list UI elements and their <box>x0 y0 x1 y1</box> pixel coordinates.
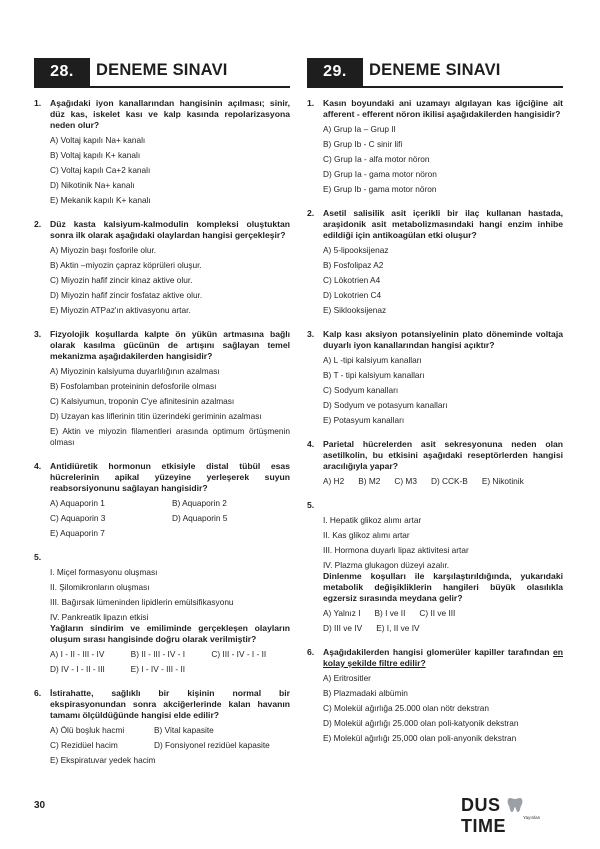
option-c: C) M3 <box>394 476 417 486</box>
question-stem: Fizyolojik koşullarda kalpte ön yükün artmasına bağlı olarak kasılma gücünün de artışını sağlayan temel mekanizma aşağıdakilerden hangisidir? <box>50 329 290 361</box>
option-a: A) H2 <box>323 476 345 486</box>
option-b: B) II - III - IV - I <box>130 649 186 659</box>
option-c: C) III - IV - I - II <box>211 649 267 659</box>
option-a: A) 5-lipooksijenaz <box>323 245 389 255</box>
option-e: E) Molekül ağırlığı 25,000 olan poli-anyonik dekstran <box>323 733 517 743</box>
option-e: E) Nikotinik <box>481 476 524 486</box>
statement-3: III. Bağırsak lümeninden lipidlerin emülsifikasyonu <box>50 597 234 607</box>
tooth-icon <box>506 796 524 814</box>
question-stem: Antidiüretik hormonun etkisiyle distal tübül esas hücrelerinin apikal yüzeyine yerleşerek suyun reabsorsiyonunu sağlayan hangisidir? <box>50 461 290 493</box>
option-d: D) Miyozin hafif zincir fosfataz aktive olur. <box>50 290 203 300</box>
question-stem: Kasın boyundaki ani uzamayı algılayan kas iğciğine ait afferent - efferent nöron ikilisi aşağıdakilerden hangisidir? <box>323 98 563 119</box>
exam-title: DENEME SINAVI <box>369 61 501 79</box>
option-d: D) Nikotinik Na+ kanalı <box>50 180 135 190</box>
option-a: A) Miyozin başı fosforile olur. <box>50 245 157 255</box>
option-b: B) M2 <box>358 476 381 486</box>
statement-3: III. Hormona duyarlı lipaz aktivitesi artar <box>323 545 469 555</box>
option-a: A) L -tipi kalsiyum kanalları <box>323 355 422 365</box>
question-2 <box>307 208 563 316</box>
question-stem-main: Aşağıdakilerden hangisi glomerüler kapiller tarafından <box>323 647 553 657</box>
option-a: A) Ölü boşluk hacmi <box>50 725 125 735</box>
statement-1: I. Hepatik glikoz alımı artar <box>323 515 422 525</box>
option-e: E) Mekanik kapılı K+ kanalı <box>50 195 151 205</box>
option-a: A) I - II - III - IV <box>50 649 105 659</box>
option-b: B) Voltaj kapılı K+ kanalı <box>50 150 141 160</box>
question-number: 2. <box>34 219 42 229</box>
question-1 <box>307 98 563 195</box>
option-b: B) Plazmadaki albümin <box>323 688 408 698</box>
option-d: D) Lokotrien C4 <box>323 290 382 300</box>
question-stem: Parietal hücrelerden asit sekresyonuna neden olan asetilkolin, bu etkisini aşağıdaki reseptörlerden hangisi aracılığıyla yapar? <box>323 439 563 471</box>
option-b: B) Aquaporin 2 <box>172 498 227 508</box>
right-column <box>307 58 563 743</box>
question-stem: Dinlenme koşulları ile karşılaştırıldığında, yukarıdaki metabolik değişikliklerin hangileri büyük olasılıkla egzersiz sırasında meydana gelir? <box>323 571 563 603</box>
option-c: C) Molekül ağırlığa 25.000 olan nötr dekstran <box>323 703 490 713</box>
exam-title: DENEME SINAVI <box>96 61 228 79</box>
option-c: C) Voltaj kapılı Ca+2 kanalı <box>50 165 151 175</box>
question-stem <box>323 647 563 669</box>
left-column <box>34 58 290 765</box>
option-d: D) Molekül ağırlığı 25.000 olan poli-katyonik dekstran <box>323 718 519 728</box>
question-number: 2. <box>307 208 315 218</box>
option-c: C) Miyozin hafif zincir kinaz aktive olur. <box>50 275 193 285</box>
option-b: B) Grup Ib - C sinir lifi <box>323 139 403 149</box>
question-stem: Yağların sindirim ve emiliminde gerçekleşen olayların oluşum sırası hangisinde doğru olarak verilmiştir? <box>50 623 290 644</box>
option-a: A) Miyozinin kalsiyuma duyarlılığının azalması <box>50 366 220 376</box>
option-b: B) T - tipi kalsiyum kanalları <box>323 370 425 380</box>
option-b: B) Fosfolipaz A2 <box>323 260 384 270</box>
question-number: 6. <box>307 647 315 657</box>
option-c: C) II ve III <box>419 608 456 618</box>
option-d: D) Aquaporin 5 <box>172 513 228 523</box>
option-c: C) Grup Ia - alfa motor nöron <box>323 154 430 164</box>
logo-subtitle: Yayınları <box>523 815 541 820</box>
option-a: A) Grup Ia – Grup II <box>323 124 396 134</box>
question-5 <box>307 500 563 634</box>
option-a: A) Yalnız I <box>323 608 361 618</box>
question-number: 5. <box>34 552 42 562</box>
dustime-logo <box>461 795 571 836</box>
question-number: 4. <box>307 439 315 449</box>
question-number: 3. <box>34 329 42 339</box>
question-2 <box>34 219 290 316</box>
option-e: E) Grup Ib - gama motor nöron <box>323 184 437 194</box>
question-number: 1. <box>307 98 315 108</box>
option-d: D) Grup Ia - gama motor nöron <box>323 169 437 179</box>
option-b: B) Vital kapasite <box>154 725 214 735</box>
option-e: E) Miyozin ATPaz'ın aktivasyonu artar. <box>50 305 191 315</box>
option-e: E) Ekspiratuvar yedek hacim <box>50 755 156 765</box>
logo-text-left: DUS <box>461 795 501 815</box>
question-number: 1. <box>34 98 42 108</box>
question-list <box>307 98 563 757</box>
header-rule <box>34 86 290 88</box>
question-1 <box>34 98 290 206</box>
question-stem: Kalp kası aksiyon potansiyelinin plato döneminde voltaja duyarlı iyon kanallarından hangisi açıktır? <box>323 329 563 350</box>
question-number: 6. <box>34 688 42 698</box>
question-number: 3. <box>307 329 315 339</box>
statement-4: IV. Plazma glukagon düzeyi azalır. <box>323 560 450 570</box>
option-e: E) Siklooksijenaz <box>323 305 387 315</box>
statement-1: I. Miçel formasyonu oluşması <box>50 567 158 577</box>
question-stem: İstirahatte, sağlıklı bir kişinin normal bir ekspirasyonundan sonra akciğerlerinde kalan havanın tamamı ölçüldüğünde hangisi elde edilir? <box>50 688 290 720</box>
option-d: D) IV - I - II - III <box>50 664 105 674</box>
option-b: B) I ve II <box>374 608 406 618</box>
question-stem: Aşağıdaki iyon kanallarından hangisinin açılması; sinir, düz kas, iskelet kası ve kalp kasında repolarizasyona neden olur? <box>50 98 290 130</box>
option-c: C) Lökotrien A4 <box>323 275 381 285</box>
question-stem: Asetil salisilik asit içerikli bir ilaç kullanan hastada, araşidonik asit metabolizmasındaki hangi enzim inhibe edildiği için antikoagülan etki oluşur? <box>323 208 563 240</box>
option-d: D) III ve IV <box>323 623 363 633</box>
option-e: E) Aquaporin 7 <box>50 528 105 538</box>
option-c: C) Kalsiyumun, troponin C'ye afinitesinin azalması <box>50 396 235 406</box>
option-e: E) Potasyum kanalları <box>323 415 405 425</box>
statement-2: II. Kas glikoz alımı artar <box>323 530 410 540</box>
question-6 <box>307 647 563 744</box>
logo-text-right: TIME <box>461 816 506 836</box>
question-4 <box>34 461 290 539</box>
option-e: E) I, II ve IV <box>376 623 420 633</box>
question-3 <box>307 329 563 426</box>
statement-4: IV. Pankreatik lipazın etkisi <box>50 612 149 622</box>
question-number: 4. <box>34 461 42 471</box>
option-d: D) CCK-B <box>430 476 468 486</box>
option-c: C) Rezidüel hacim <box>50 740 118 750</box>
question-5 <box>34 552 290 675</box>
page-number: 30 <box>34 800 46 811</box>
option-e: E) Aktin ve miyozin filamentleri arasında optimum örtüşmenin olması <box>50 426 290 447</box>
option-a: A) Aquaporin 1 <box>50 498 105 508</box>
option-c: C) Sodyum kanalları <box>323 385 399 395</box>
exam-number-badge: 29. <box>307 58 363 86</box>
question-number: 5. <box>307 500 315 510</box>
question-stem: Düz kasta kalsiyum-kalmodulin kompleksi oluştuktan sonra ilk olarak aşağıdaki olaylardan hangisi gerçekleşir? <box>50 219 290 240</box>
option-b: B) Fosfolamban proteininin defosforile olması <box>50 381 217 391</box>
option-d: D) Fonsiyonel rezidüel kapasite <box>154 740 270 750</box>
option-b: B) Aktin –miyozin çapraz köprüleri oluşur. <box>50 260 202 270</box>
option-a: A) Voltaj kapılı Na+ kanalı <box>50 135 146 145</box>
statement-2: II. Şilomikronların oluşması <box>50 582 150 592</box>
question-stem-emphasis: en kolay şekilde filtre edilir? <box>323 647 563 668</box>
question-4 <box>307 439 563 487</box>
question-3 <box>34 329 290 448</box>
option-a: A) Eritrositler <box>323 673 371 683</box>
exam-number-badge: 28. <box>34 58 90 86</box>
option-d: D) Sodyum ve potasyum kanalları <box>323 400 448 410</box>
exam-header-28 <box>34 58 290 86</box>
question-list <box>34 98 290 779</box>
option-c: C) Aquaporin 3 <box>50 513 106 523</box>
header-rule <box>307 86 563 88</box>
question-6 <box>34 688 290 766</box>
option-d: D) Uzayan kas liflerinin titin üzerindeki geriminin azalması <box>50 411 262 421</box>
option-e: E) I - IV - III - II <box>130 664 186 674</box>
exam-header-29 <box>307 58 563 86</box>
